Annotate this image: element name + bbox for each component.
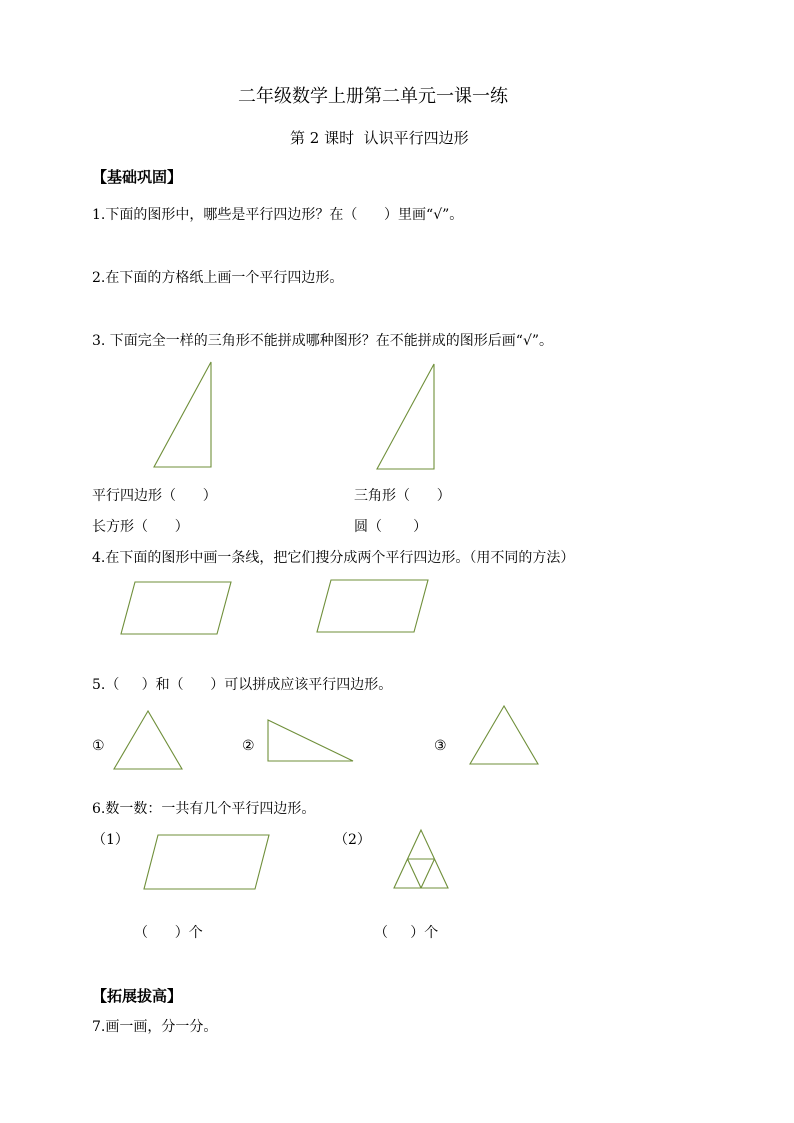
q5-label-1: ① <box>92 738 105 754</box>
q3-right-triangle-1 <box>154 362 211 467</box>
page-title: 二年级数学上册第二单元一课一练 <box>238 86 508 107</box>
q6-parallelogram <box>144 835 269 889</box>
q5-triangle-2 <box>268 720 353 761</box>
q3-option-rectangle: 长方形（ ） <box>92 519 189 535</box>
q3-right-triangle-2 <box>377 364 434 469</box>
question-7: 7.画一画，分一分。 <box>92 1019 218 1035</box>
q5-label-3: ③ <box>434 738 447 754</box>
page-subtitle: 第 2 课时 认识平行四边形 <box>290 129 469 147</box>
q5-triangle-1 <box>114 711 182 769</box>
q6-inner-line-right <box>421 859 435 888</box>
q6-label-2: （2） <box>334 832 371 848</box>
q6-answer-1: （ ）个 <box>134 925 203 941</box>
question-5: 5.（ ）和（ ）可以拼成应该平行四边形。 <box>92 677 393 693</box>
q4-parallelogram-2 <box>317 580 428 632</box>
question-1: 1.下面的图形中，哪些是平行四边形？在（ ）里画“√”。 <box>92 207 464 223</box>
q3-option-circle: 圆（ ） <box>354 519 428 535</box>
q5-label-2: ② <box>242 738 255 754</box>
q6-inner-line-left <box>408 859 422 888</box>
question-6: 6.数一数：一共有几个平行四边形。 <box>92 801 316 817</box>
q3-option-triangle: 三角形（ ） <box>354 488 451 504</box>
q6-answer-2: （ ）个 <box>374 925 439 941</box>
section-advanced-heading: 【拓展拔高】 <box>92 987 183 1005</box>
q4-parallelogram-1 <box>121 582 231 634</box>
question-4: 4.在下面的图形中画一条线，把它们搜分成两个平行四边形。（用不同的方法） <box>92 550 575 566</box>
q5-triangle-3 <box>470 706 538 764</box>
section-basic-heading: 【基础巩固】 <box>92 168 183 186</box>
q6-label-1: （1） <box>92 832 129 848</box>
question-3: 3. 下面完全一样的三角形不能拼成哪种图形？在不能拼成的图形后画“√”。 <box>92 333 554 349</box>
q3-option-parallelogram: 平行四边形（ ） <box>92 488 217 504</box>
question-2: 2.在下面的方格纸上画一个平行四边形。 <box>92 270 344 286</box>
